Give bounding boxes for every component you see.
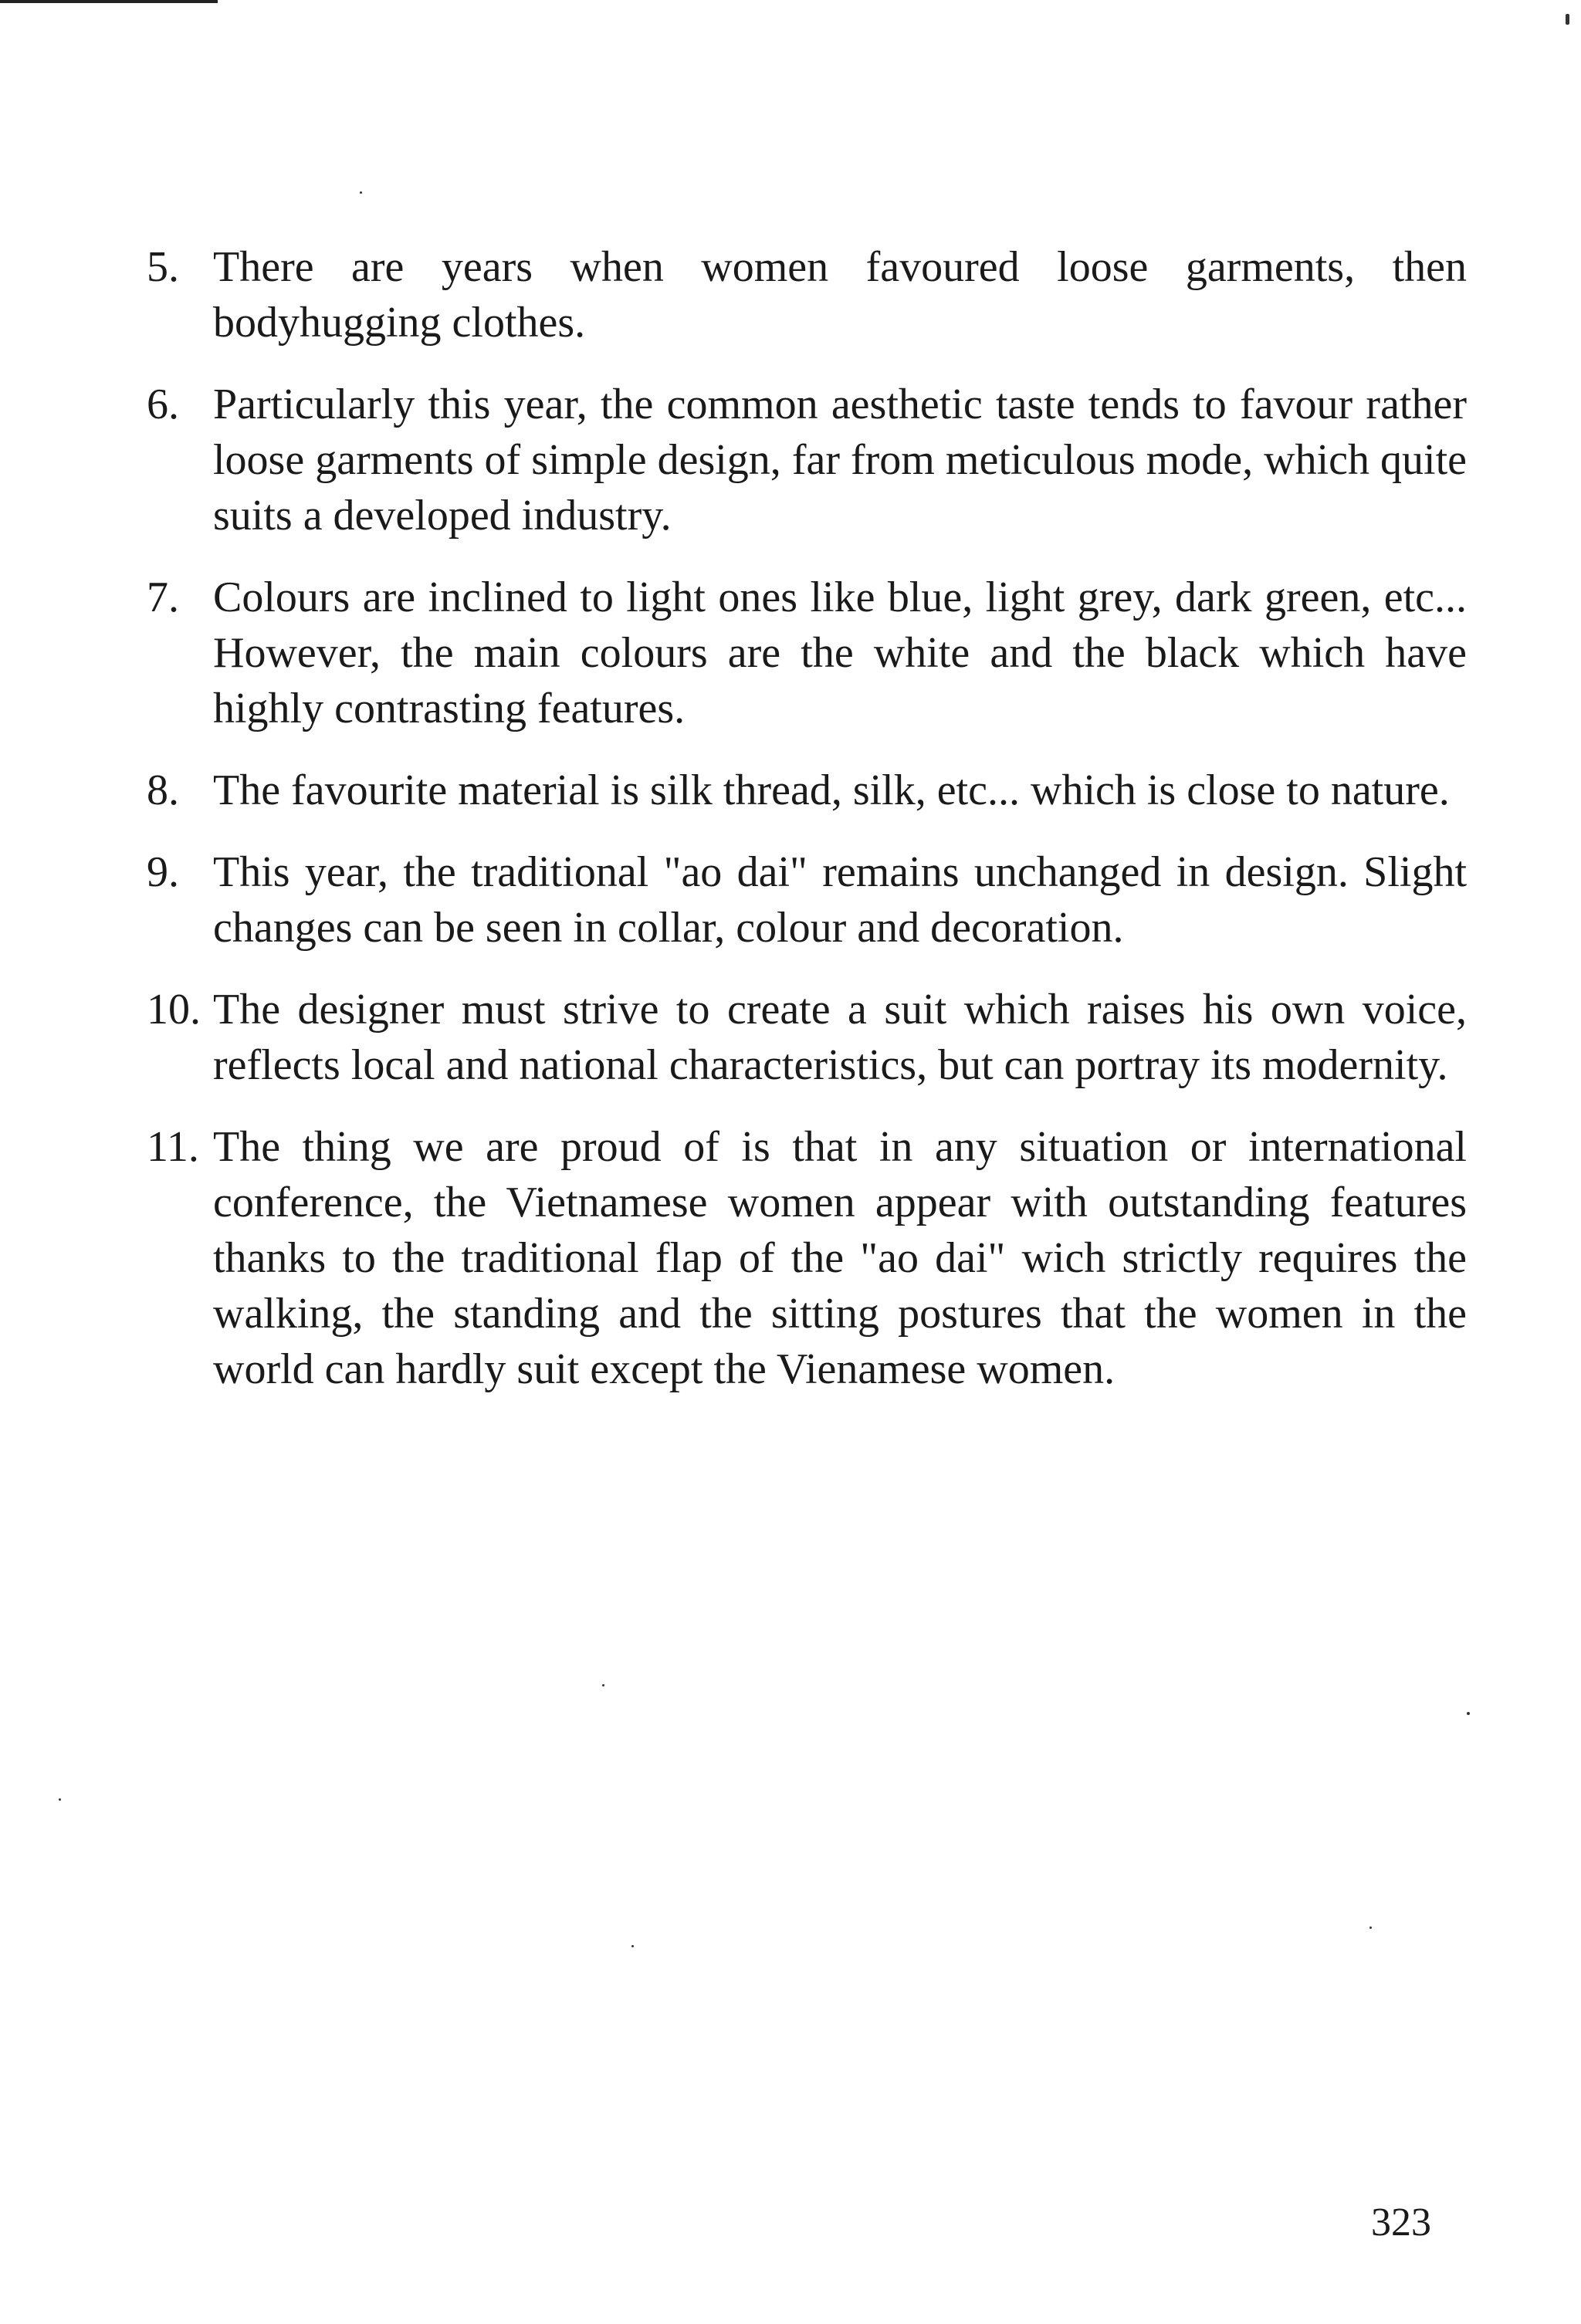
list-item-number: 7. <box>147 573 179 621</box>
list-item <box>147 239 1467 350</box>
list-item-text: The favourite material is silk thread, silk, etc... which is close to nature. <box>213 766 1450 814</box>
list-item-number: 10. <box>147 986 201 1033</box>
scan-speck <box>59 1798 61 1801</box>
list-item-number: 5. <box>147 243 179 291</box>
list-item-number: 6. <box>147 381 179 428</box>
top-rule <box>0 0 218 3</box>
scan-speck <box>1467 1712 1470 1715</box>
scan-speck <box>360 191 362 194</box>
scan-speck <box>1566 14 1569 25</box>
scan-speck <box>631 1945 634 1947</box>
list-item <box>147 763 1467 818</box>
numbered-list <box>147 239 1467 1423</box>
page-number: 323 <box>1371 2201 1431 2245</box>
list-item-number: 11. <box>147 1123 199 1171</box>
list-item-text: Colours are inclined to light ones like blue, light grey, dark green, etc... However, the main colours are the white and the black which have highly contrasting features. <box>213 573 1467 732</box>
scan-speck <box>1369 1927 1372 1929</box>
list-item <box>147 377 1467 543</box>
list-item-number: 8. <box>147 766 179 814</box>
list-item <box>147 1119 1467 1397</box>
list-item-text: The designer must strive to create a suit which raises his own voice, reflects local and national characteristics, but can portray its modernity. <box>213 986 1467 1089</box>
list-item-number: 9. <box>147 848 179 896</box>
list-item <box>147 982 1467 1093</box>
list-item-text: The thing we are proud of is that in any situation or international conference, the Vietnamese women appear with outstanding features thanks to the traditional flap of the "ao dai" wich strictly requires the walking, the standing and the sitting postures that the women in the world can hardly suit except the Vienamese women. <box>213 1123 1467 1393</box>
list-item <box>147 570 1467 736</box>
scan-speck <box>602 1684 604 1686</box>
list-item-text: This year, the traditional "ao dai" remains unchanged in design. Slight changes can be seen in collar, colour and decoration. <box>213 848 1467 952</box>
list-item-text: There are years when women favoured loose garments, then bodyhugging clothes. <box>213 243 1467 347</box>
list-item <box>147 844 1467 956</box>
list-item-text: Particularly this year, the common aesthetic taste tends to favour rather loose garments of simple design, far from meticulous mode, which quite suits a developed industry. <box>213 381 1467 540</box>
